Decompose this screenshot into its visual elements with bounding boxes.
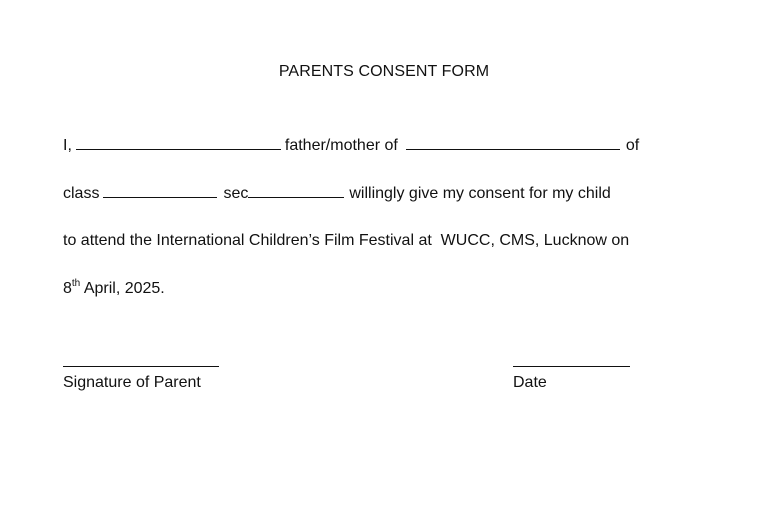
form-title: PARENTS CONSENT FORM	[278, 63, 490, 80]
date-label: Date	[513, 374, 547, 391]
signature-line[interactable]	[63, 366, 219, 367]
line1-middle: father/mother of	[284, 137, 398, 154]
event-month-year: April, 2025.	[80, 280, 165, 297]
line-class-section	[63, 183, 611, 204]
line3-text: to attend the International Children’s Film Festival at WUCC, CMS, Lucknow on	[63, 232, 630, 249]
parent-name-blank[interactable]	[76, 135, 281, 150]
line-date-text	[63, 279, 165, 299]
line1-prefix: I,	[63, 137, 72, 154]
line1-suffix: of	[625, 137, 640, 154]
event-day-ordinal: th	[71, 277, 81, 289]
child-name-blank[interactable]	[406, 135, 620, 150]
event-day: 8	[63, 280, 72, 297]
line2-middle: sec	[223, 185, 249, 202]
section-blank[interactable]	[248, 183, 344, 198]
line-festival	[63, 231, 629, 251]
signature-label: Signature of Parent	[63, 374, 201, 391]
class-blank[interactable]	[103, 183, 217, 198]
line-parent-name	[63, 135, 639, 156]
date-line[interactable]	[513, 366, 630, 367]
line2-suffix: willingly give my consent for my child	[349, 185, 611, 202]
line2-prefix: class	[63, 185, 100, 202]
